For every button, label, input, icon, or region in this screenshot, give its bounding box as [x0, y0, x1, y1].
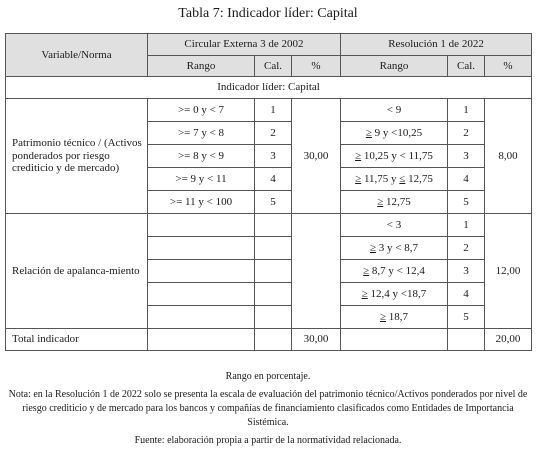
note-resolucion: Nota: en la Resolución 1 de 2022 solo se presenta la escala de evaluación del patrimonio técnico/Activos ponderados por nivel de riesgo crediticio y de mercado para los bancos y compañías de financiamiento clasificados como Entidades de Importancia Sistémica.	[8, 389, 528, 428]
note-rango: Rango en porcentaje.	[225, 371, 311, 382]
header-cal-2002: Cal.	[255, 56, 292, 77]
header-circular-2002: Circular Externa 3 de 2002	[148, 34, 341, 56]
row-label-apalancamiento: Relación de apalanca-miento	[6, 214, 148, 329]
rango-2022-cell: ≥ 12,75	[341, 191, 448, 214]
total-pct-2002: 30,00	[292, 329, 341, 351]
rango-2002-cell: >= 9 y < 11	[148, 168, 255, 191]
pct-2022-patrimonio: 8,00	[485, 99, 532, 214]
rango-2002-cell: >= 0 y < 7	[148, 99, 255, 122]
capital-table	[5, 33, 532, 351]
rango-2022-cell: ≥ 9 y <10,25	[341, 122, 448, 145]
cal-2022-cell: 5	[448, 306, 485, 329]
header-rango-2002: Rango	[148, 56, 255, 77]
total-label: Total indicador	[6, 329, 148, 351]
cal-2022-cell: 1	[448, 214, 485, 237]
header-pct-2022: %	[485, 56, 532, 77]
cal-2002-cell: 3	[255, 145, 292, 168]
cal-2002-cell: 5	[255, 191, 292, 214]
total-pct-2022: 20,00	[485, 329, 532, 351]
empty-cell	[255, 306, 292, 329]
row-label-patrimonio: Patrimonio técnico / (Activos ponderados por riesgo crediticio y de mercado)	[6, 99, 148, 214]
cal-2022-cell: 5	[448, 191, 485, 214]
rango-2022-cell: ≥ 11,75 y ≤ 12,75	[341, 168, 448, 191]
rango-2002-cell: >= 7 y < 8	[148, 122, 255, 145]
cal-2002-cell: 4	[255, 168, 292, 191]
rango-2022-cell: ≥ 10,25 y < 11,75	[341, 145, 448, 168]
cal-2022-cell: 1	[448, 99, 485, 122]
rango-2022-cell: ≥ 8,7 y < 12,4	[341, 260, 448, 283]
empty-cell	[448, 329, 485, 351]
cal-2002-cell: 1	[255, 99, 292, 122]
cal-2022-cell: 3	[448, 260, 485, 283]
pct-2022-apalancamiento: 12,00	[485, 214, 532, 329]
empty-cell	[255, 283, 292, 306]
empty-cell	[255, 260, 292, 283]
rango-2022-cell: < 9	[341, 99, 448, 122]
rango-2022-cell: ≥ 18,7	[341, 306, 448, 329]
cal-2022-cell: 3	[448, 145, 485, 168]
cal-2022-cell: 4	[448, 283, 485, 306]
rango-2002-cell: >= 8 y < 9	[148, 145, 255, 168]
note-fuente: Fuente: elaboración propia a partir de la normatividad relacionada.	[134, 435, 402, 446]
header-variable: Variable/Norma	[6, 34, 148, 77]
pct-2002-patrimonio: 30,00	[292, 99, 341, 214]
cal-2002-cell: 2	[255, 122, 292, 145]
rango-2022-cell: ≥ 12,4 y <18,7	[341, 283, 448, 306]
header-cal-2022: Cal.	[448, 56, 485, 77]
empty-cell	[255, 214, 292, 237]
empty-cell	[255, 237, 292, 260]
rango-2022-cell: < 3	[341, 214, 448, 237]
header-pct-2002: %	[292, 56, 341, 77]
empty-cell	[341, 329, 448, 351]
empty-cell	[255, 329, 292, 351]
table-notes	[0, 370, 536, 448]
section-label: Indicador líder: Capital	[6, 77, 532, 99]
cal-2022-cell: 2	[448, 122, 485, 145]
header-rango-2022: Rango	[341, 56, 448, 77]
rango-2022-cell: ≥ 3 y < 8,7	[341, 237, 448, 260]
empty-cell	[292, 214, 341, 329]
table-title: Tabla 7: Indicador líder: Capital	[178, 6, 358, 21]
empty-cell	[148, 237, 255, 260]
header-resolucion-2022: Resolución 1 de 2022	[341, 34, 532, 56]
empty-cell	[148, 306, 255, 329]
empty-cell	[148, 214, 255, 237]
empty-cell	[148, 260, 255, 283]
cal-2022-cell: 2	[448, 237, 485, 260]
empty-cell	[148, 283, 255, 306]
rango-2002-cell: >= 11 y < 100	[148, 191, 255, 214]
empty-cell	[148, 329, 255, 351]
cal-2022-cell: 4	[448, 168, 485, 191]
